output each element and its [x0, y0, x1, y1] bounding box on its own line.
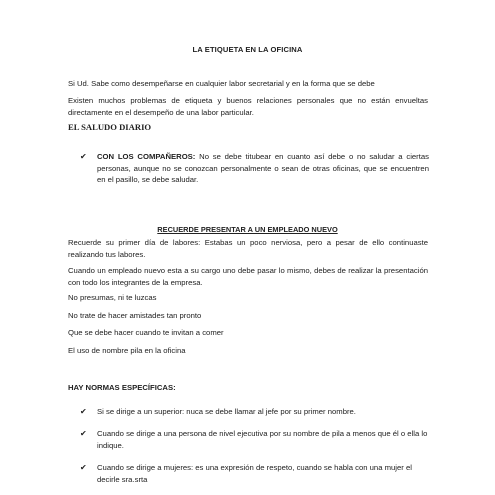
check-icon: ✔ — [80, 429, 87, 438]
line-no-presumas: No presumas, ni te luzcas — [68, 293, 157, 302]
section-heading-saludo: EL SALUDO DIARIO — [68, 122, 152, 132]
check-icon: ✔ — [80, 152, 87, 161]
check-icon: ✔ — [80, 407, 87, 416]
saludo-bullet-lead: CON LOS COMPAÑEROS: — [97, 152, 196, 161]
intro-paragraph-2: Existen muchos problemas de etiqueta y buenos relaciones personales que no están envueltas directamente en el desempeño de una labor particular. — [68, 96, 428, 117]
saludo-bullet — [97, 151, 429, 186]
check-icon: ✔ — [80, 463, 87, 472]
line-amistades: No trate de hacer amistades tan pronto — [68, 311, 202, 320]
norma-item-mujeres: Cuando se dirige a mujeres: es una expresión de respeto, cuando se habla con una mujer el decirle sra.srta — [97, 463, 412, 484]
line-nombre-pila: El uso de nombre pila en la oficina — [68, 346, 186, 355]
norma-item-superior: Si se dirige a un superior: nuca se debe llamar al jefe por su primer nombre. — [97, 407, 356, 416]
line-invitan-comer: Que se debe hacer cuando te invitan a comer — [68, 328, 224, 337]
saludo-bullet-text: No se debe titubear en cuanto así debe o no saludar a ciertas personas, aunque no se conozcan personalmente o sean de otras oficinas, que se encuentren en el pasillo, se debe saludar. — [97, 152, 429, 184]
intro-paragraph-1: Si Ud. Sabe como desempeñarse en cualquier labor secretarial y en la forma que se debe — [68, 79, 375, 88]
norma-item-ejecutiva: Cuando se dirige a una persona de nivel ejecutiva por su nombre de pila a menos que él o ella lo indique. — [97, 429, 428, 450]
section-heading-empleado-nuevo: RECUERDE PRESENTAR A UN EMPLEADO NUEVO — [157, 225, 338, 234]
paragraph-primer-dia: Recuerde su primer día de labores: Estabas un poco nerviosa, pero a pesar de ello continuaste realizando tus labores. — [68, 238, 428, 259]
document-title: LA ETIQUETA EN LA OFICINA — [192, 45, 303, 54]
section-heading-normas: HAY NORMAS ESPECÍFICAS: — [68, 383, 176, 392]
paragraph-empleado-nuevo: Cuando un empleado nuevo esta a su cargo uno debe pasar lo mismo, debes de realizar la presentación con todo los integrantes de la empresa. — [68, 266, 428, 287]
